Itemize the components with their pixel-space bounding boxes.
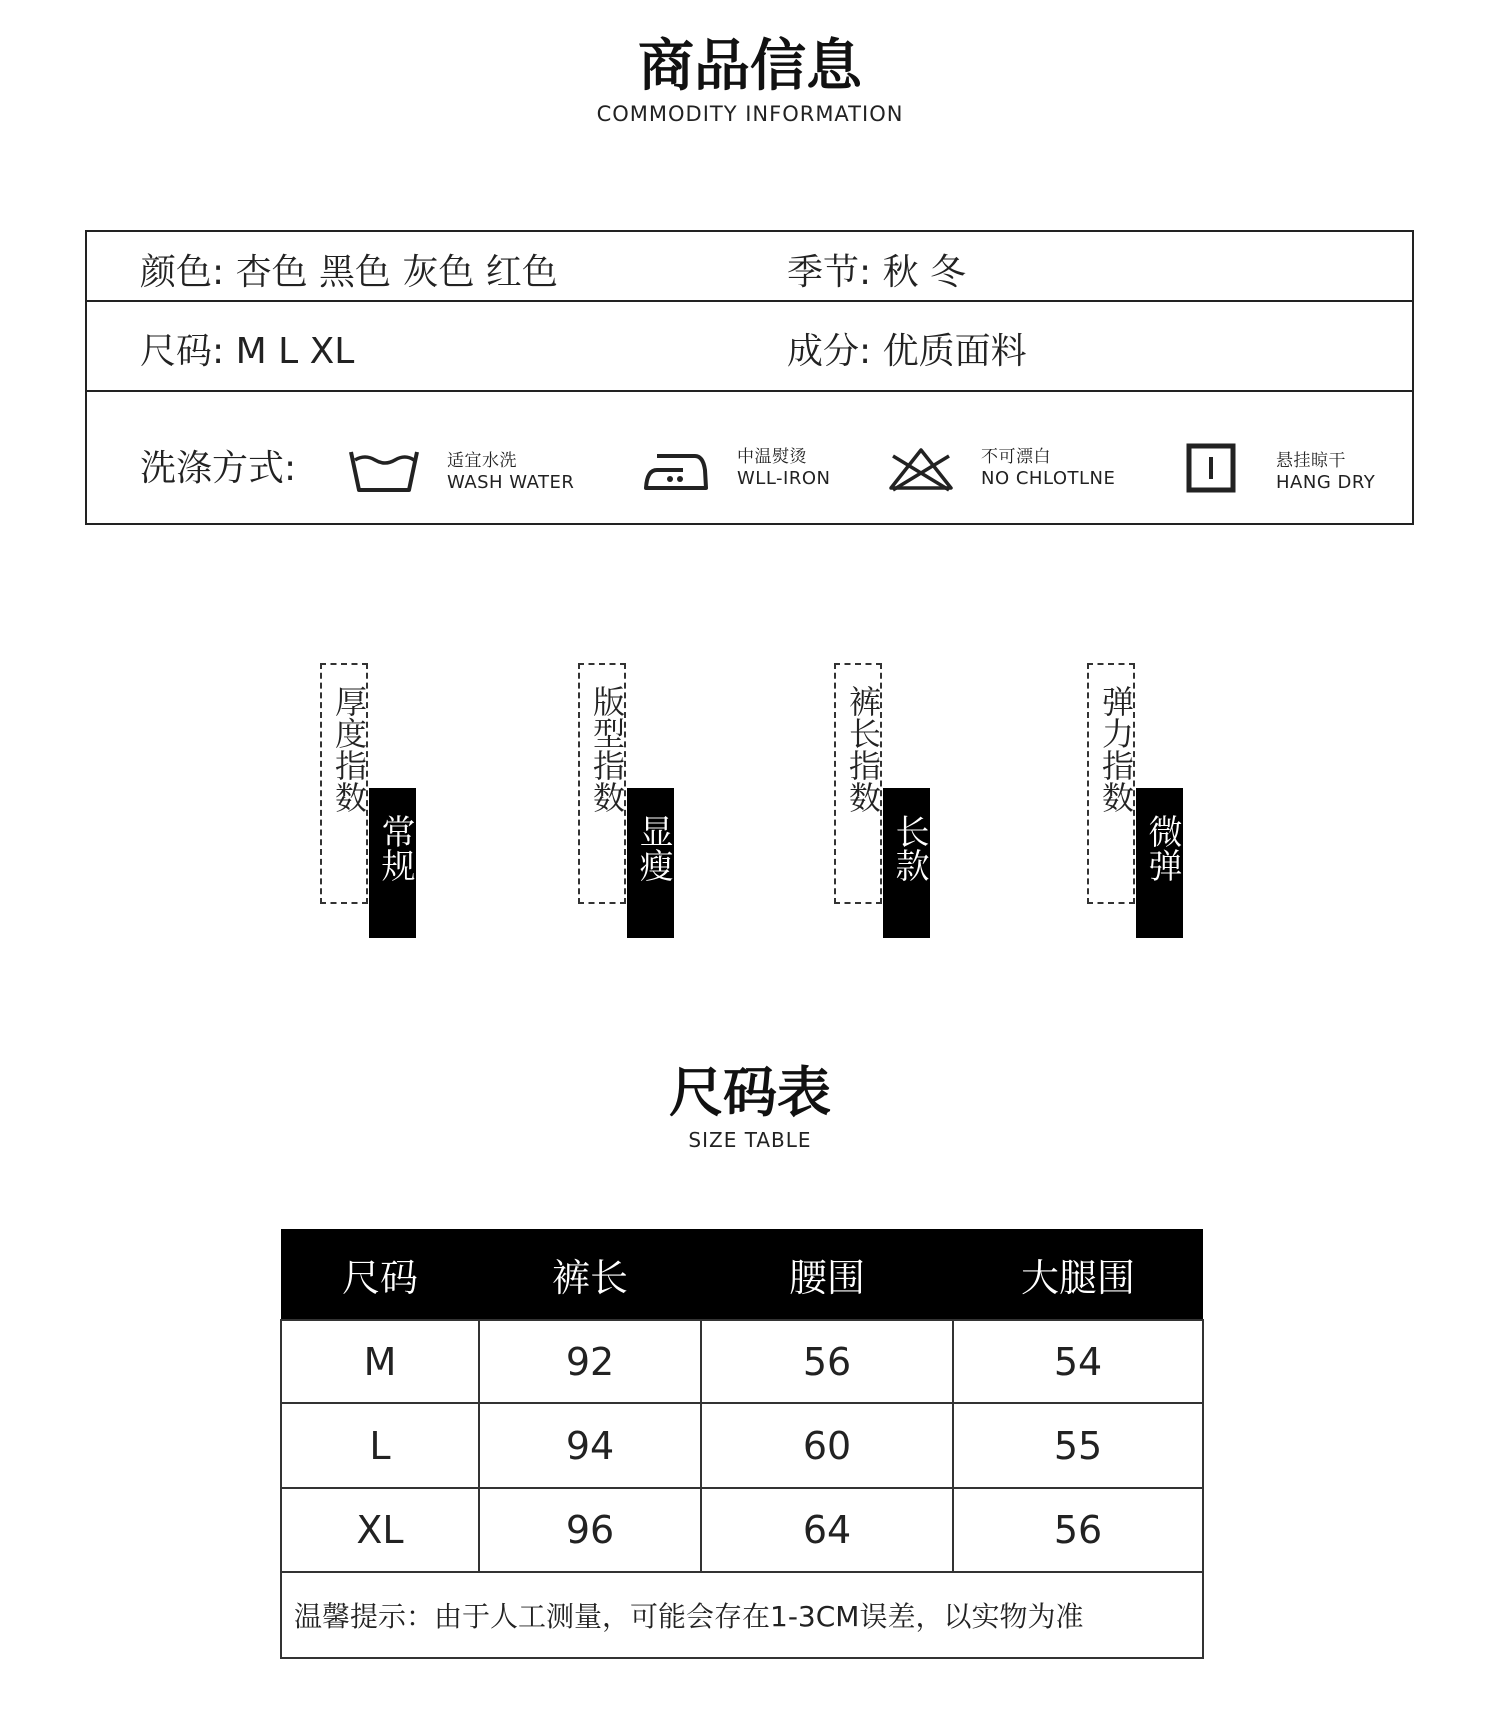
index-value-tag (369, 788, 416, 938)
care-cn-label: 适宜水洗 (447, 451, 517, 471)
length-index (834, 663, 930, 939)
size-table (280, 1229, 1204, 1659)
size-table-header-row (281, 1229, 1203, 1320)
care-en-label: WLL-IRON (737, 468, 831, 489)
table-cell: 94 (479, 1403, 701, 1488)
info-divider (87, 300, 1412, 302)
commodity-subtitle: COMMODITY INFORMATION (596, 102, 904, 126)
table-cell: 64 (701, 1488, 953, 1572)
table-row (281, 1320, 1203, 1403)
index-value: 常规 (375, 814, 415, 882)
index-label: 版型指数 (588, 685, 626, 813)
index-value-tag (1136, 788, 1183, 938)
season-label: 季节: (787, 252, 872, 293)
table-cell: XL (281, 1488, 479, 1572)
table-cell: M (281, 1320, 479, 1403)
iron-icon (643, 446, 709, 494)
measurement-note: 温馨提示：由于人工测量，可能会存在1-3CM误差，以实物为准 (281, 1572, 1203, 1658)
fit-index (578, 663, 674, 939)
table-cell: 55 (953, 1403, 1203, 1488)
thickness-index (320, 663, 416, 939)
size-table-subtitle: SIZE TABLE (688, 1128, 812, 1152)
size-field (140, 323, 354, 374)
care-cn-label: 不可漂白 (981, 447, 1051, 467)
column-header: 大腿围 (953, 1229, 1203, 1320)
care-cn-label: 悬挂晾干 (1276, 451, 1346, 471)
index-label-frame (578, 663, 626, 904)
size-label: 尺码: (140, 331, 225, 372)
color-field (140, 244, 558, 295)
elasticity-index (1087, 663, 1183, 939)
care-en-label: NO CHLOTLNE (981, 468, 1116, 489)
table-cell: 60 (701, 1403, 953, 1488)
index-label: 裤长指数 (844, 685, 882, 813)
care-cn-label: 中温熨烫 (737, 447, 807, 467)
index-label-frame (1087, 663, 1135, 904)
table-cell: 54 (953, 1320, 1203, 1403)
care-en-label: HANG DRY (1276, 472, 1376, 493)
color-value: 杏色 黑色 灰色 红色 (235, 252, 558, 293)
table-row (281, 1488, 1203, 1572)
column-header: 裤长 (479, 1229, 701, 1320)
table-note-row (281, 1572, 1203, 1658)
table-cell: L (281, 1403, 479, 1488)
info-divider (87, 390, 1412, 392)
season-field (787, 244, 966, 295)
index-label: 厚度指数 (330, 685, 368, 813)
care-item-iron (737, 447, 830, 489)
index-value: 长款 (889, 814, 929, 882)
size-table-title: 尺码表 (669, 1061, 831, 1124)
care-item-hang (1276, 451, 1375, 493)
index-value-tag (883, 788, 930, 938)
care-en-label: WASH WATER (447, 472, 575, 493)
wash-tub-icon (348, 446, 420, 494)
season-value: 秋 冬 (882, 252, 967, 293)
hang-dry-icon (1186, 443, 1236, 493)
table-cell: 56 (701, 1320, 953, 1403)
color-label: 颜色: (140, 252, 225, 293)
care-item-wash (447, 451, 574, 493)
index-value-tag (627, 788, 674, 938)
table-row (281, 1403, 1203, 1488)
column-header: 腰围 (701, 1229, 953, 1320)
material-label: 成分: (787, 331, 872, 372)
index-value: 显瘦 (633, 814, 673, 882)
table-cell: 56 (953, 1488, 1203, 1572)
commodity-info-box (85, 230, 1414, 525)
wash-label: 洗涤方式: (140, 448, 297, 489)
index-label-frame (320, 663, 368, 904)
commodity-title: 商品信息 (638, 34, 862, 99)
care-item-bleach (981, 447, 1115, 489)
material-field (787, 323, 1027, 374)
size-value: M L XL (235, 331, 355, 372)
table-cell: 96 (479, 1488, 701, 1572)
index-label: 弹力指数 (1097, 685, 1135, 813)
index-label-frame (834, 663, 882, 904)
table-cell: 92 (479, 1320, 701, 1403)
index-value: 微弹 (1142, 814, 1182, 882)
material-value: 优质面料 (882, 331, 1027, 372)
no-bleach-icon (887, 442, 955, 494)
column-header: 尺码 (281, 1229, 479, 1320)
